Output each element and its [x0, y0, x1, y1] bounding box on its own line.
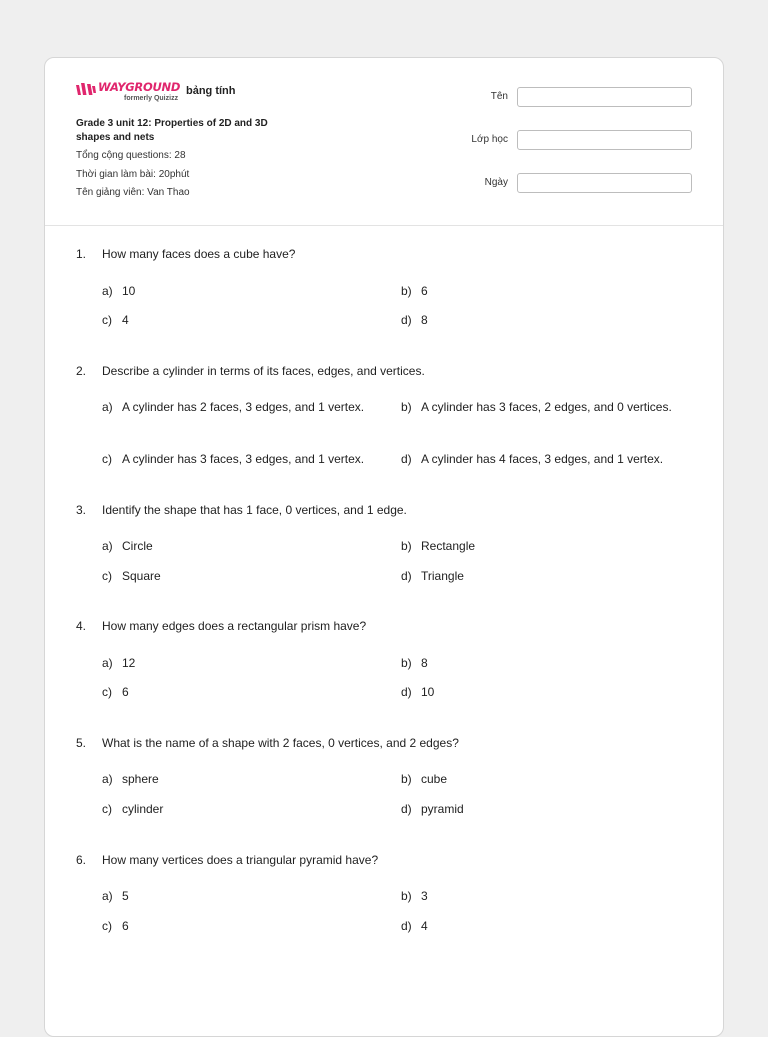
option-text: 8 — [421, 656, 428, 670]
wayground-logo — [76, 80, 181, 104]
option-letter: d) — [401, 802, 412, 816]
option-letter: d) — [401, 919, 412, 933]
option-letter: b) — [401, 539, 412, 553]
total-questions: Tổng cộng questions: 28 — [76, 150, 186, 161]
option-letter: b) — [401, 889, 412, 903]
option-text: A cylinder has 4 faces, 3 edges, and 1 vertex. — [421, 452, 664, 466]
question-number: 6. — [76, 853, 87, 867]
question-text: What is the name of a shape with 2 faces, 0 vertices, and 2 edges? — [102, 736, 459, 750]
option-letter: a) — [102, 284, 113, 298]
option-text: 6 — [421, 284, 428, 298]
option-text: 8 — [421, 313, 428, 327]
option-text: 5 — [122, 889, 129, 903]
class-field[interactable] — [517, 130, 692, 150]
worksheet-title: Grade 3 unit 12: Properties of 2D and 3D shapes and nets — [76, 118, 268, 143]
option-text: 12 — [122, 656, 136, 670]
option-letter: c) — [102, 569, 112, 583]
option-letter: d) — [401, 452, 412, 466]
date-label: Ngày — [484, 177, 508, 188]
option-letter: c) — [102, 802, 112, 816]
question-number: 2. — [76, 364, 87, 378]
option-text: 10 — [421, 685, 435, 699]
option-text: A cylinder has 3 faces, 2 edges, and 0 vertices. — [421, 400, 672, 414]
option-letter: b) — [401, 656, 412, 670]
question-text: How many edges does a rectangular prism have? — [102, 619, 367, 633]
option-text: 10 — [122, 284, 136, 298]
option-letter: d) — [401, 313, 412, 327]
option-letter: a) — [102, 656, 113, 670]
option-text: Circle — [122, 539, 153, 553]
option-letter: d) — [401, 569, 412, 583]
option-text: cube — [421, 772, 448, 786]
option-letter: c) — [102, 313, 112, 327]
name-field[interactable] — [517, 87, 692, 107]
brand-row — [76, 80, 236, 104]
brand-name: WAYGROUND — [98, 80, 181, 94]
time-limit: Thời gian làm bài: 20phút — [76, 169, 190, 180]
option-text: 4 — [421, 919, 428, 933]
question-text: How many vertices does a triangular pyramid have? — [102, 853, 379, 867]
teacher-name: Tên giảng viên: Van Thao — [76, 187, 190, 198]
question-number: 3. — [76, 503, 87, 517]
option-text: Rectangle — [421, 539, 476, 553]
option-letter: c) — [102, 919, 112, 933]
class-label: Lớp học — [471, 134, 508, 145]
question-number: 1. — [76, 247, 87, 261]
brand-subtitle: formerly Quizizz — [124, 95, 179, 102]
option-letter: c) — [102, 685, 112, 699]
option-text: 4 — [122, 313, 129, 327]
document-type: bảng tính — [186, 85, 236, 97]
option-text: sphere — [122, 772, 159, 786]
question-text: How many faces does a cube have? — [102, 247, 296, 261]
option-text: A cylinder has 2 faces, 3 edges, and 1 vertex. — [122, 400, 365, 414]
worksheet-page — [44, 57, 724, 1037]
option-letter: b) — [401, 400, 412, 414]
option-text: cylinder — [122, 802, 164, 816]
option-letter: a) — [102, 889, 113, 903]
option-letter: a) — [102, 400, 113, 414]
option-letter: a) — [102, 772, 113, 786]
option-letter: c) — [102, 452, 112, 466]
option-letter: b) — [401, 284, 412, 298]
option-letter: b) — [401, 772, 412, 786]
question-number: 5. — [76, 736, 87, 750]
option-text: Triangle — [421, 569, 464, 583]
option-text: 3 — [421, 889, 428, 903]
option-text: 6 — [122, 685, 129, 699]
option-letter: d) — [401, 685, 412, 699]
question-text: Identify the shape that has 1 face, 0 vertices, and 1 edge. — [102, 503, 407, 517]
worksheet-header — [45, 58, 723, 226]
option-text: A cylinder has 3 faces, 3 edges, and 1 vertex. — [122, 452, 365, 466]
option-text: 6 — [122, 919, 129, 933]
option-text: pyramid — [421, 802, 464, 816]
question-number: 4. — [76, 619, 87, 633]
date-field[interactable] — [517, 173, 692, 193]
name-label: Tên — [490, 91, 508, 102]
wayground-logo-icon — [76, 83, 96, 95]
option-letter: a) — [102, 539, 113, 553]
question-text: Describe a cylinder in terms of its faces, edges, and vertices. — [102, 364, 425, 378]
option-text: Square — [122, 569, 161, 583]
